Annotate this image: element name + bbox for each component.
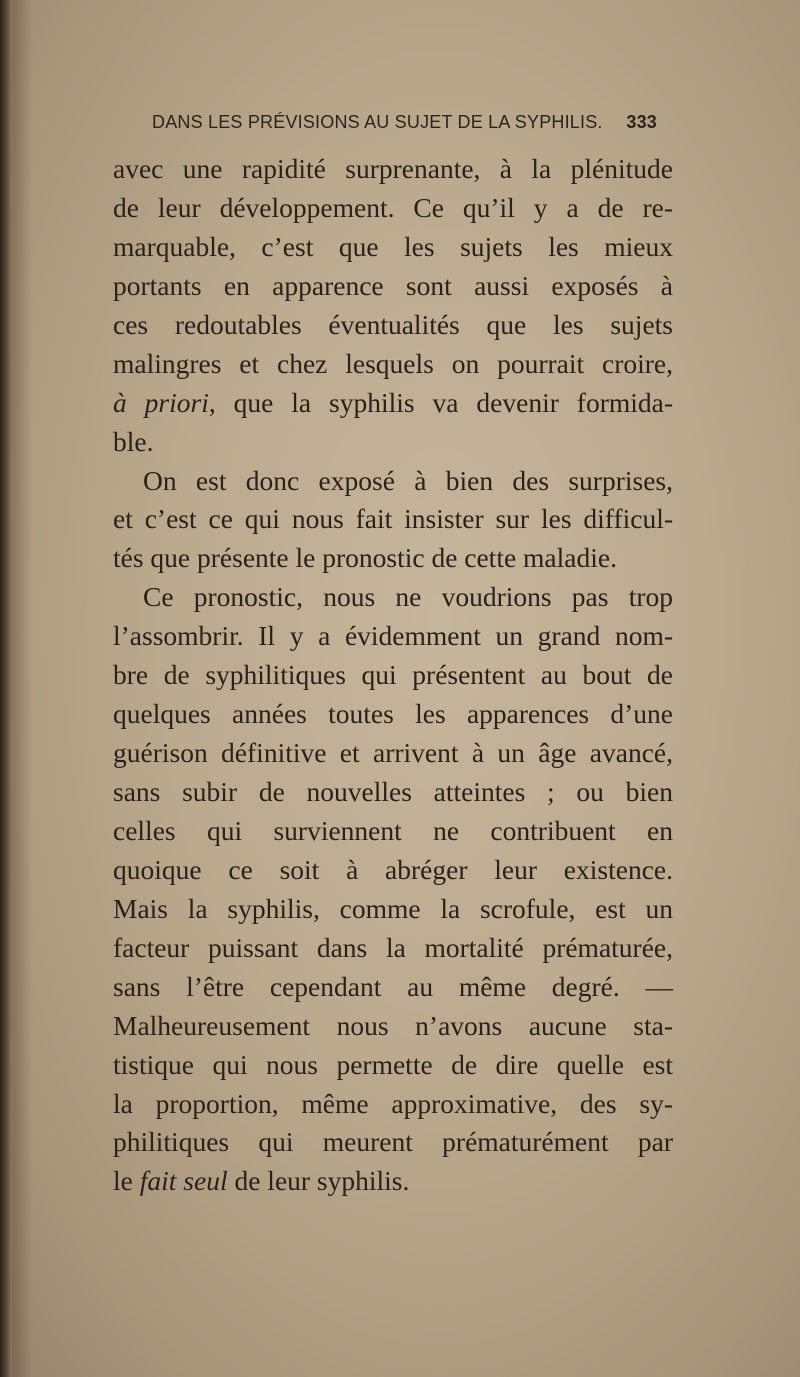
text-line: Malheureusement nous n’avons aucune sta- [113, 1009, 673, 1041]
running-head [152, 112, 657, 140]
paragraph-first-line: On est donc exposé à bien des surprises, [143, 464, 673, 496]
text-line: la proportion, même approximative, des sy- [113, 1087, 673, 1119]
body-text [113, 150, 673, 1201]
text-line: bre de syphilitiques qui présentent au bout de [113, 659, 673, 691]
text-line: ble. [113, 425, 154, 457]
text-line [113, 384, 673, 423]
text-line: guérison définitive et arrivent à un âge avancé, [113, 737, 673, 769]
text-line: celles qui surviennent ne contribuent en [113, 814, 673, 846]
page-gutter-shadow [12, 0, 32, 1377]
running-head-title: DANS LES PRÉVISIONS AU SUJET DE LA SYPHILIS. [152, 112, 603, 132]
text-line: ces redoutables éventualités que les sujets [113, 308, 673, 340]
text-line: tistique qui nous permette de dire quelle est [113, 1048, 673, 1080]
text-line: l’assombrir. Il y a évidemment un grand nom- [113, 620, 673, 652]
text-run: , que la syphilis va devenir formida- [208, 386, 673, 418]
text-line: facteur puissant dans la mortalité prématurée, [113, 931, 673, 963]
book-binding-edge [0, 0, 12, 1377]
text-line: sans l’être cependant au même degré. — [113, 970, 673, 1002]
text-line: de leur développement. Ce qu’il y a de re- [113, 191, 673, 223]
text-line: quelques années toutes les apparences d’une [113, 698, 673, 730]
paragraph-first-line: Ce pronostic, nous ne voudrions pas trop [143, 581, 673, 613]
page-number: 333 [626, 112, 657, 132]
text-line [113, 1162, 673, 1201]
italic-phrase: à priori [113, 386, 209, 418]
text-line: marquable, c’est que les sujets les mieux [113, 230, 673, 262]
text-line: malingres et chez lesquels on pourrait croire, [113, 347, 673, 379]
text-run: de leur syphilis. [227, 1165, 410, 1197]
text-run: le [113, 1165, 140, 1197]
text-line: avec une rapidité surprenante, à la plénitude [113, 153, 673, 184]
text-line: Mais la syphilis, comme la scrofule, est un [113, 892, 673, 924]
text-line: quoique ce soit à abréger leur existence. [113, 853, 673, 885]
text-line: philitiques qui meurent prématurément par [113, 1126, 673, 1158]
italic-phrase: fait seul [139, 1165, 228, 1197]
text-line: portants en apparence sont aussi exposés à [113, 269, 673, 301]
text-line: sans subir de nouvelles atteintes ; ou bien [113, 776, 673, 807]
text-line: tés que présente le pronostic de cette maladie. [113, 542, 617, 574]
text-line: et c’est ce qui nous fait insister sur les difficul- [113, 503, 673, 535]
